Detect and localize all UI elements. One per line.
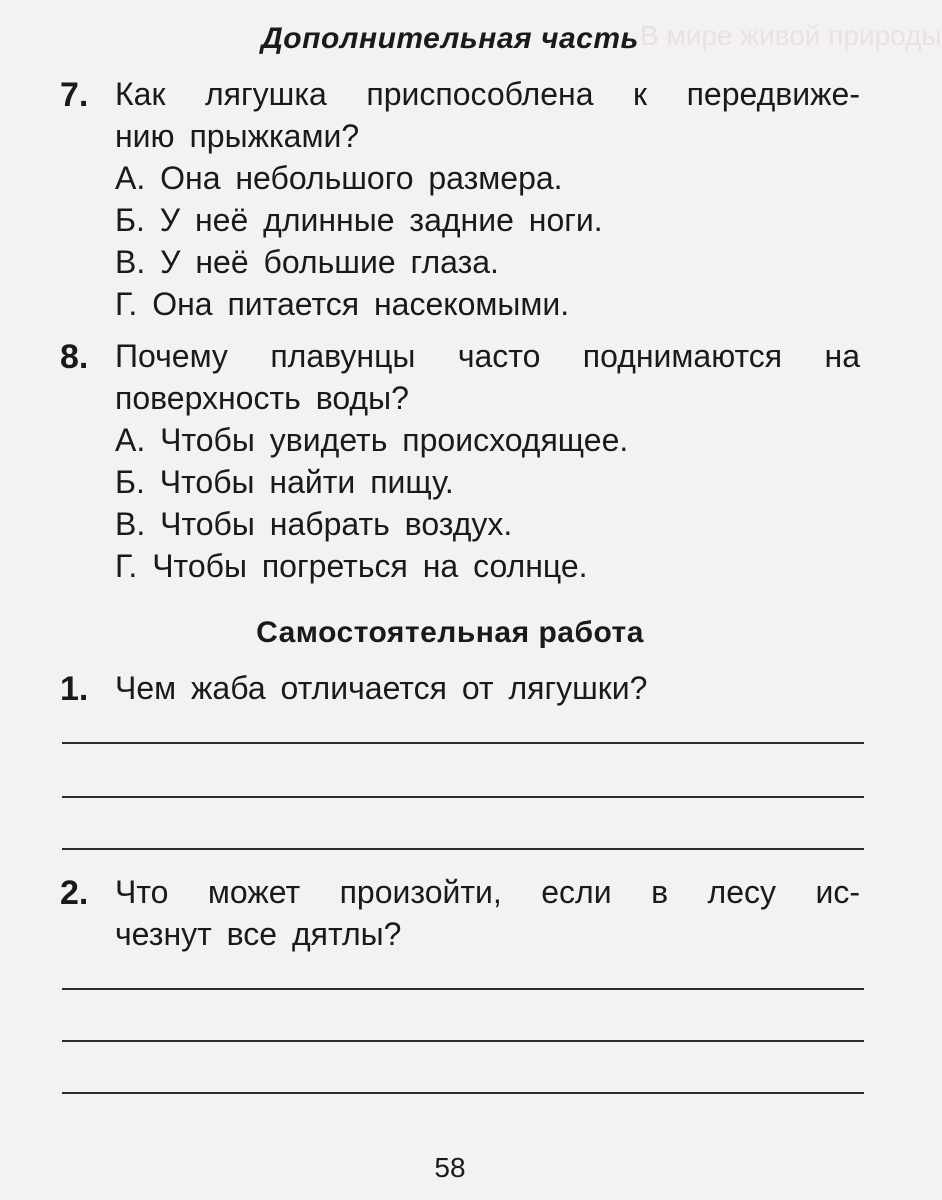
task-2-answer-line-1[interactable] xyxy=(62,988,864,990)
question-7-text-line-2: нию прыжками? xyxy=(115,118,360,154)
question-7-option-d: Г. Она питается насекомыми. xyxy=(115,286,570,322)
question-8-option-b: Б. Чтобы найти пищу. xyxy=(115,464,454,500)
question-8-option-a: А. Чтобы увидеть происходящее. xyxy=(115,422,629,458)
question-8-option-c: В. Чтобы набрать воздух. xyxy=(115,506,513,542)
page-number: 58 xyxy=(434,1152,466,1183)
task-1-number: 1. xyxy=(60,670,89,708)
question-7-option-a: А. Она небольшого размера. xyxy=(115,160,563,196)
task-1-answer-line-2[interactable] xyxy=(62,796,864,798)
task-2-answer-line-2[interactable] xyxy=(62,1040,864,1042)
question-8-number: 8. xyxy=(60,338,89,376)
task-1-answer-line-3[interactable] xyxy=(62,848,864,850)
question-7-option-b: Б. У неё длинные задние ноги. xyxy=(115,202,603,238)
question-8-text-line-2: поверхность воды? xyxy=(115,380,409,416)
bleed-through-text: В мире живой природы xyxy=(640,20,942,51)
question-7-option-c: В. У неё большие глаза. xyxy=(115,244,499,280)
question-7-number: 7. xyxy=(60,76,89,114)
question-7-text-line-1: Как лягушка приспособлена к передвиже- xyxy=(115,76,860,112)
question-8-text-line-1: Почему плавунцы часто поднимаются на xyxy=(115,338,860,374)
additional-part-title: Дополнительная часть xyxy=(261,22,639,55)
task-2-answer-line-3[interactable] xyxy=(62,1092,864,1094)
task-1-answer-line-1[interactable] xyxy=(62,742,864,744)
independent-work-title: Самостоятельная работа xyxy=(256,616,644,649)
task-2-number: 2. xyxy=(60,874,89,912)
question-8-option-d: Г. Чтобы погреться на солнце. xyxy=(115,548,588,584)
task-2-text-line-1: Что может произойти, если в лесу ис- xyxy=(115,874,860,910)
task-1-text: Чем жаба отличается от лягушки? xyxy=(115,670,648,706)
task-2-text-line-2: чезнут все дятлы? xyxy=(115,916,402,952)
